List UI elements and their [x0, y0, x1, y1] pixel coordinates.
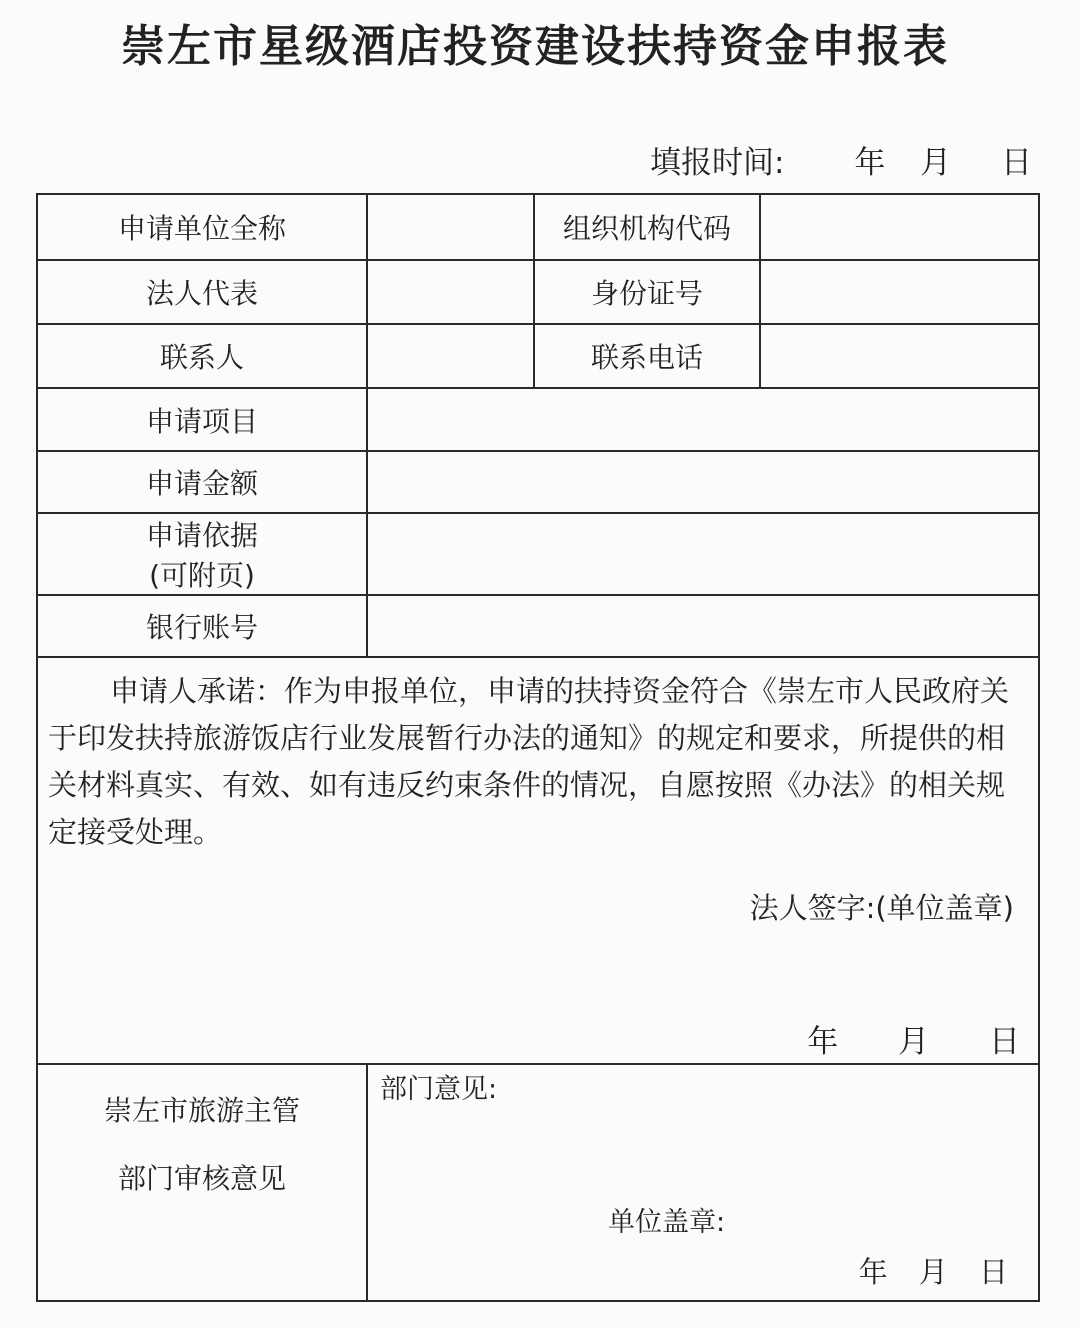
- pledge-text: 申请人承诺：作为申报单位，申请的扶持资金符合《崇左市人民政府关于印发扶持旅游饭店行业发展暂行办法的通知》的规定和要求，所提供的相关材料真实、有效、如有违反约束条件的情况，自愿按照《办法》的相关规定接受处理。: [48, 674, 1010, 849]
- review-label-cell: [37, 1064, 367, 1301]
- dept-opinion-label: 部门意见:: [380, 1074, 498, 1105]
- basis-label-line1: 申请依据: [145, 519, 258, 552]
- id-number-label: 身份证号: [534, 260, 760, 324]
- contact-field[interactable]: [367, 324, 534, 388]
- basis-label-line2: (可附页): [149, 559, 255, 592]
- basis-label: [37, 513, 367, 595]
- applicant-name-label: 申请单位全称: [37, 194, 367, 260]
- unit-stamp-label: 单位盖章:: [608, 1207, 726, 1238]
- application-form: [36, 193, 1040, 1302]
- id-number-field[interactable]: [760, 260, 1039, 324]
- project-field[interactable]: [367, 388, 1039, 451]
- basis-field[interactable]: [367, 513, 1039, 595]
- pledge-section: [37, 657, 1039, 1064]
- review-date: 年 月 日: [858, 1255, 1008, 1289]
- fill-date-month: 月: [920, 145, 952, 181]
- fill-date-day: 日: [1001, 145, 1033, 181]
- fill-date: [650, 137, 1032, 182]
- contact-label: 联系人: [37, 324, 367, 388]
- phone-label: 联系电话: [534, 324, 760, 388]
- applicant-name-field[interactable]: [367, 194, 534, 260]
- bank-account-label: 银行账号: [37, 595, 367, 657]
- form-title: 崇左市星级酒店投资建设扶持资金申报表: [121, 21, 949, 72]
- project-label: 申请项目: [37, 388, 367, 451]
- fill-date-year: 年: [854, 145, 886, 181]
- org-code-label: 组织机构代码: [534, 194, 760, 260]
- review-label-line1: 崇左市旅游主管: [103, 1094, 300, 1127]
- bank-account-field[interactable]: [367, 595, 1039, 657]
- amount-field[interactable]: [367, 451, 1039, 513]
- pledge-date: 年 月 日: [807, 1024, 1020, 1060]
- amount-label: 申请金额: [37, 451, 367, 513]
- legal-rep-field[interactable]: [367, 260, 534, 324]
- phone-field[interactable]: [760, 324, 1039, 388]
- legal-signature-label: 法人签字:(单位盖章): [749, 891, 1014, 925]
- review-label-line2: 部门审核意见: [117, 1162, 286, 1195]
- review-opinion-cell[interactable]: [367, 1064, 1039, 1301]
- fill-date-label: 填报时间:: [650, 145, 785, 181]
- org-code-field[interactable]: [760, 194, 1039, 260]
- legal-rep-label: 法人代表: [37, 260, 367, 324]
